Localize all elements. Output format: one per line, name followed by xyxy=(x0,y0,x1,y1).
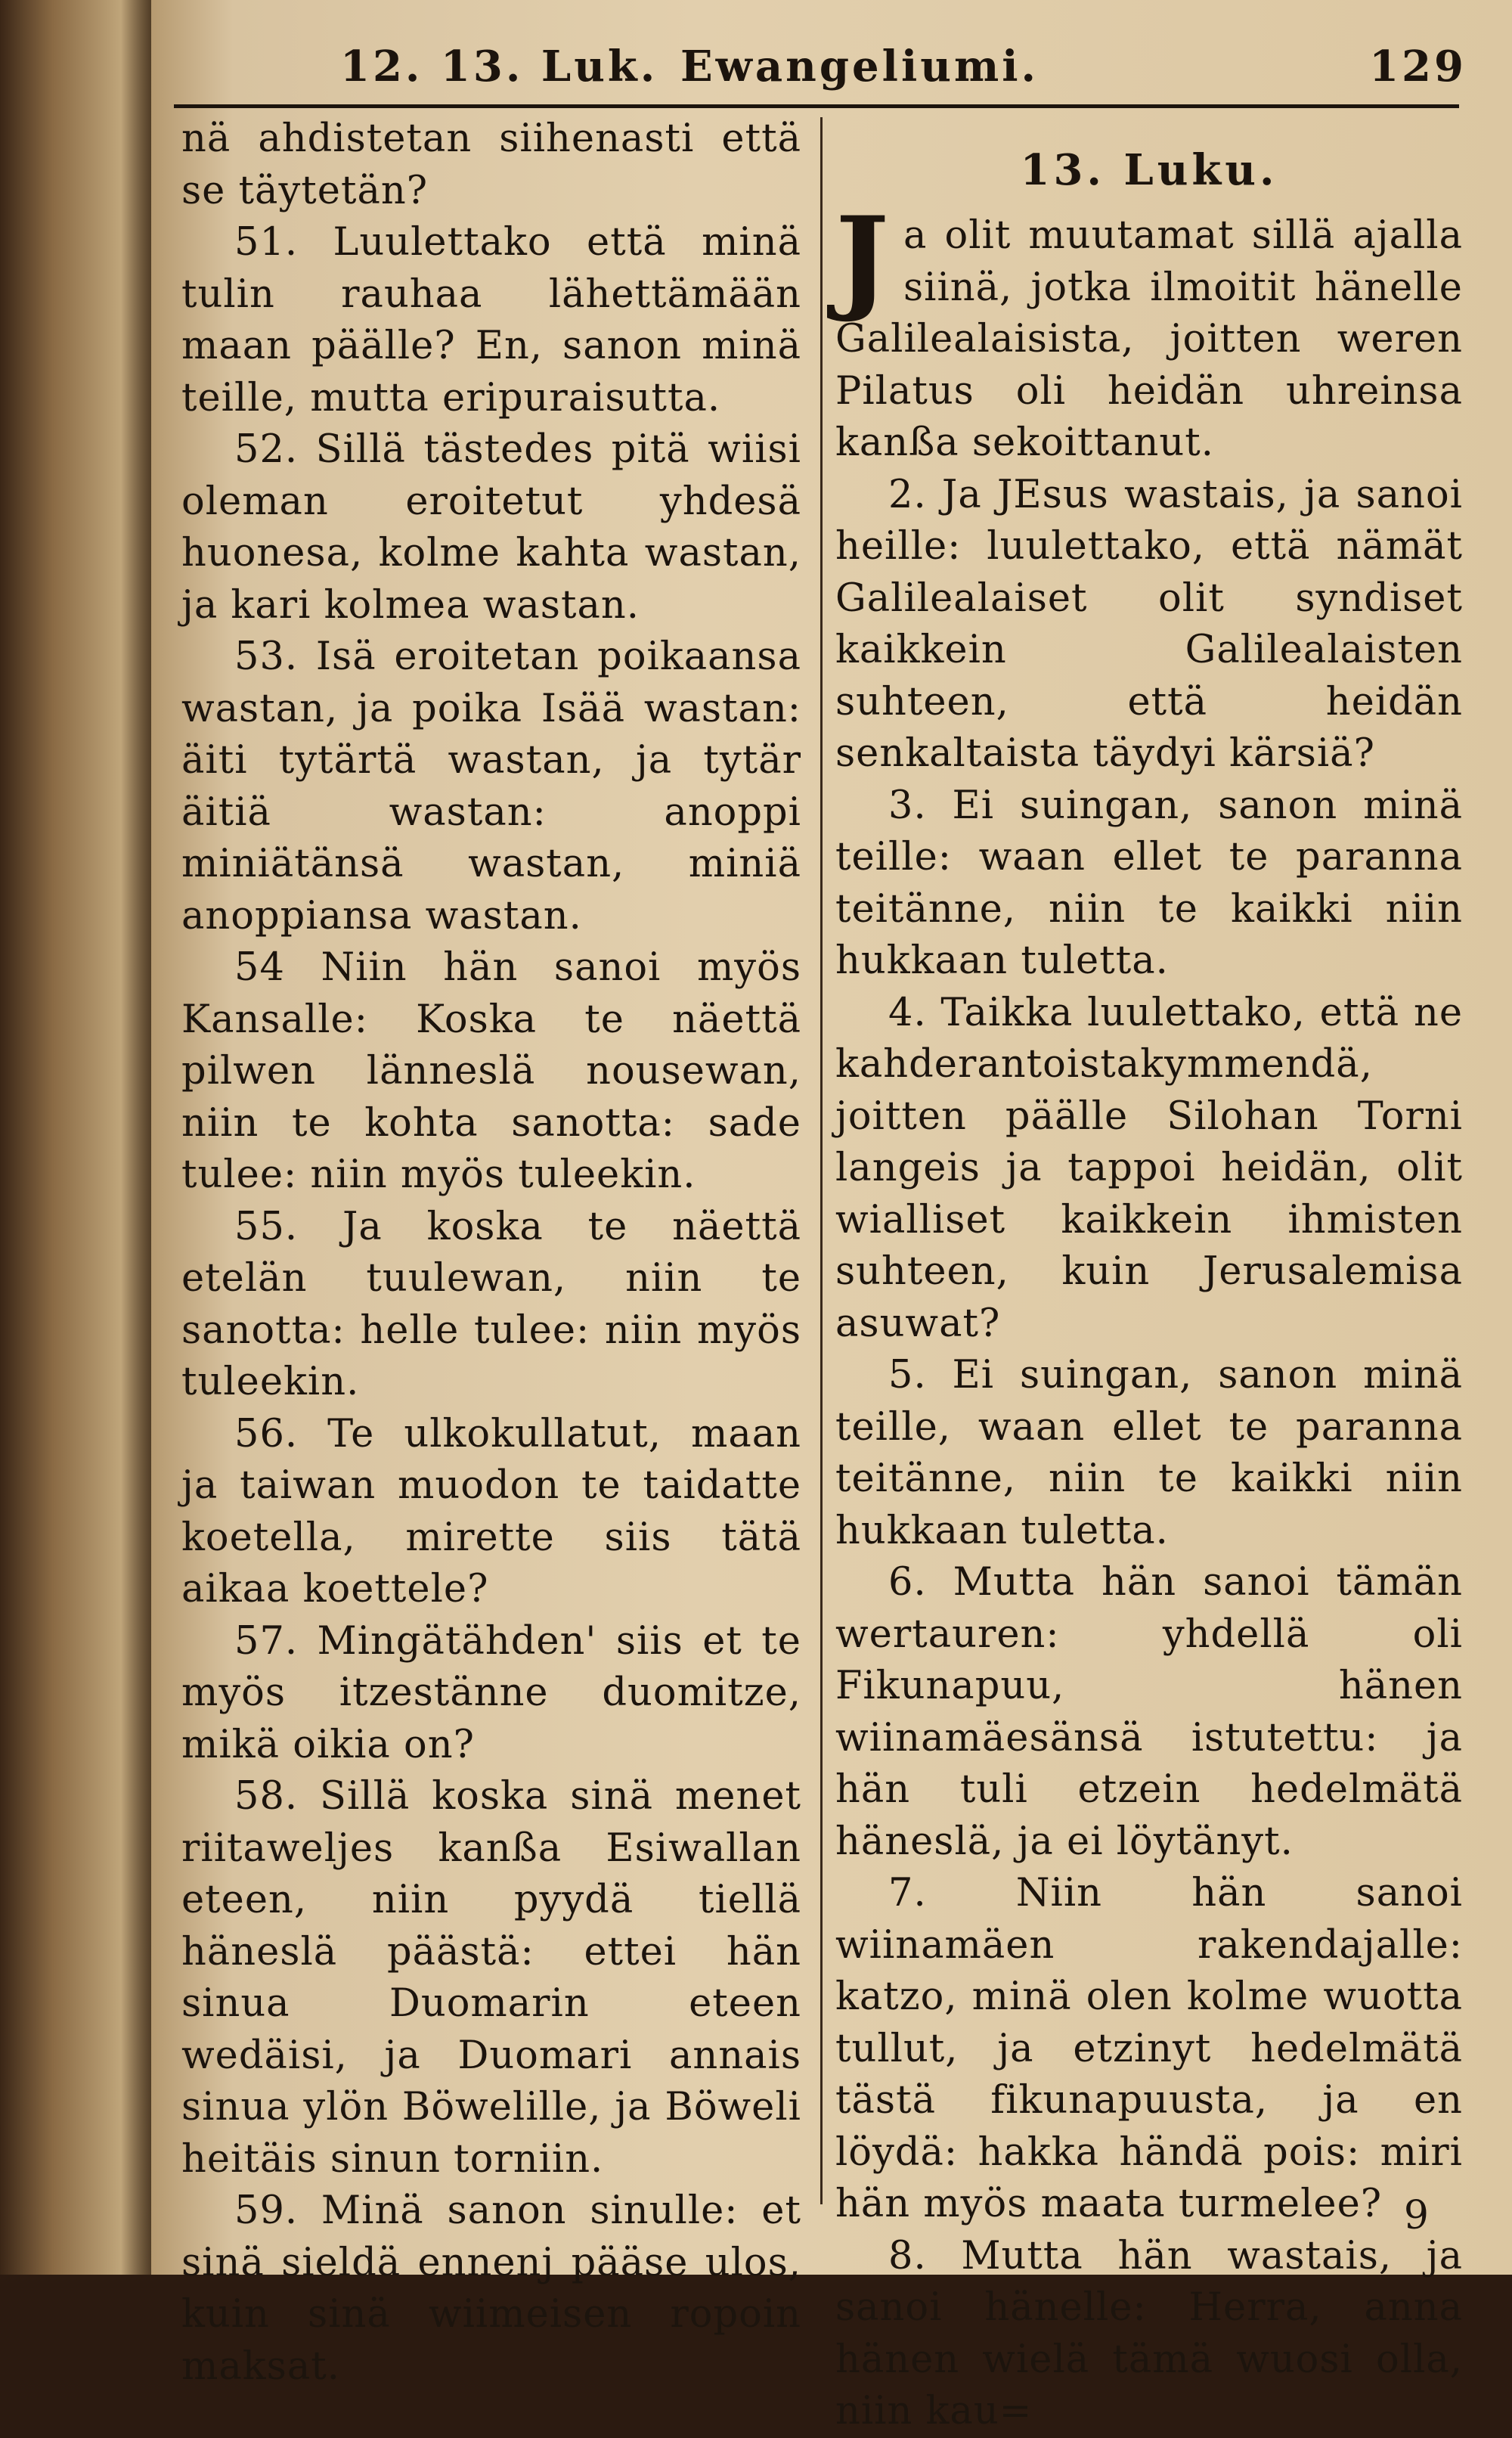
chapter-opening xyxy=(835,192,1463,470)
verse: 4. Taikka luulettako, että ne kahderantoistakymmendä, joitten päälle Silohan Torni langeis ja tappoi heidän, olit wialliset kaikkein ihmisten suhteen, kuin Jerusalemisa asuwat? xyxy=(835,990,1463,1346)
column-divider xyxy=(820,117,823,2204)
verse: 8. Mutta hän wastais, ja sanoi hänelle: Herra, anna hänen wielä tämä wuosi olla, niin kau= xyxy=(835,2233,1463,2433)
verse: a olit muutamat sillä ajalla siinä, jotka ilmoitit hänelle Galilealaisista, joitten weren Pilatus oli heidän uhreinsa kanßa sekoittanut. xyxy=(835,213,1463,465)
facing-page-edge xyxy=(0,0,151,2275)
header-chapters: 12. 13. Luk. xyxy=(340,42,658,92)
verse: 57. Mingätähden' siis et te myös itzestänne duomitze, mikä oikia on? xyxy=(181,1618,801,1767)
verse: 3. Ei suingan, sanon minä teille: waan ellet te paranna teitänne, niin te kaikki niin hukkaan tuletta. xyxy=(835,783,1463,983)
verse: 52. Sillä tästedes pitä wiisi oleman eroitetut yhdesä huonesa, kolme kahta wastan, ja kari kolmea wastan. xyxy=(181,427,801,628)
left-column xyxy=(181,113,801,2393)
verse: 55. Ja koska te näettä etelän tuulewan, niin te sanotta: helle tulee: niin myös tuleekin. xyxy=(181,1204,801,1404)
verse: 58. Sillä koska sinä menet riitaweljes kanßa Esiwallan eteen, niin pyydä tiellä häneslä päästä: ettei hän sinua Duomarin eteen wedäisi, ja Duomari annais sinua ylön Böwelille, ja Böweli heitäis sinun torniin. xyxy=(181,1774,801,2182)
right-column xyxy=(835,113,1463,2438)
chapter-heading: 13. Luku. xyxy=(1020,145,1278,195)
signature-mark: 9 xyxy=(1403,2193,1429,2238)
verse: 6. Mutta hän sanoi tämän wertauren: yhdellä oli Fikunapuu, hänen wiinamäesänsä istutettu: ja hän tuli etzein hedelmätä häneslä, ja ei löytänyt. xyxy=(835,1560,1463,1864)
verse: 59. Minä sanon sinulle: et sinä sieldä ennenj pääse ulos, kuin sinä wiimeisen ropoin maksat. xyxy=(181,2188,801,2389)
drop-cap: J xyxy=(835,192,890,325)
verse: 7. Niin hän sanoi wiinamäen rakendajalle: katzo, minä olen kolme wuotta tullut, ja etzinyt hedelmätä tästä fikunapuusta, ja en löydä: hakka händä pois: miri hän myös maata turmelee? xyxy=(835,1871,1463,2226)
page-number: 129 xyxy=(1369,42,1467,92)
header-rule xyxy=(174,104,1459,108)
header-title: Ewangeliumi. xyxy=(680,42,1039,92)
running-header xyxy=(166,42,1467,102)
verse: 2. Ja JEsus wastais, ja sanoi heille: luulettako, että nämät Galilealaiset olit syndiset kaikkein Galilealaisten suhteen, että heidän senkaltaista täydyi kärsiä? xyxy=(835,472,1463,776)
verse: 53. Isä eroitetan poikaansa wastan, ja poika Isää wastan: äiti tytärtä wastan, ja tytär äitiä wastan: anoppi miniätänsä wastan, miniä anoppiansa wastan. xyxy=(181,634,801,938)
verse: 5. Ei suingan, sanon minä teille, waan ellet te paranna teitänne, niin te kaikki niin hukkaan tuletta. xyxy=(835,1353,1463,1553)
verse: 51. Luulettako että minä tulin rauhaa lähettämään maan päälle? En, sanon minä teille, mutta eripuraisutta. xyxy=(181,220,801,420)
verse: 56. Te ulkokullatut, maan ja taiwan muodon te taidatte koetella, mirette siis tätä aikaa koettele? xyxy=(181,1411,801,1611)
verse: nä ahdistetan siihenasti että se täytetän? xyxy=(181,116,801,213)
book-gutter xyxy=(121,0,151,2275)
book-page xyxy=(151,0,1512,2433)
verse: 54 Niin hän sanoi myös Kansalle: Koska te näettä pilwen länneslä nousewan, niin te kohta sanotta: sade tulee: niin myös tuleekin. xyxy=(181,945,801,1197)
